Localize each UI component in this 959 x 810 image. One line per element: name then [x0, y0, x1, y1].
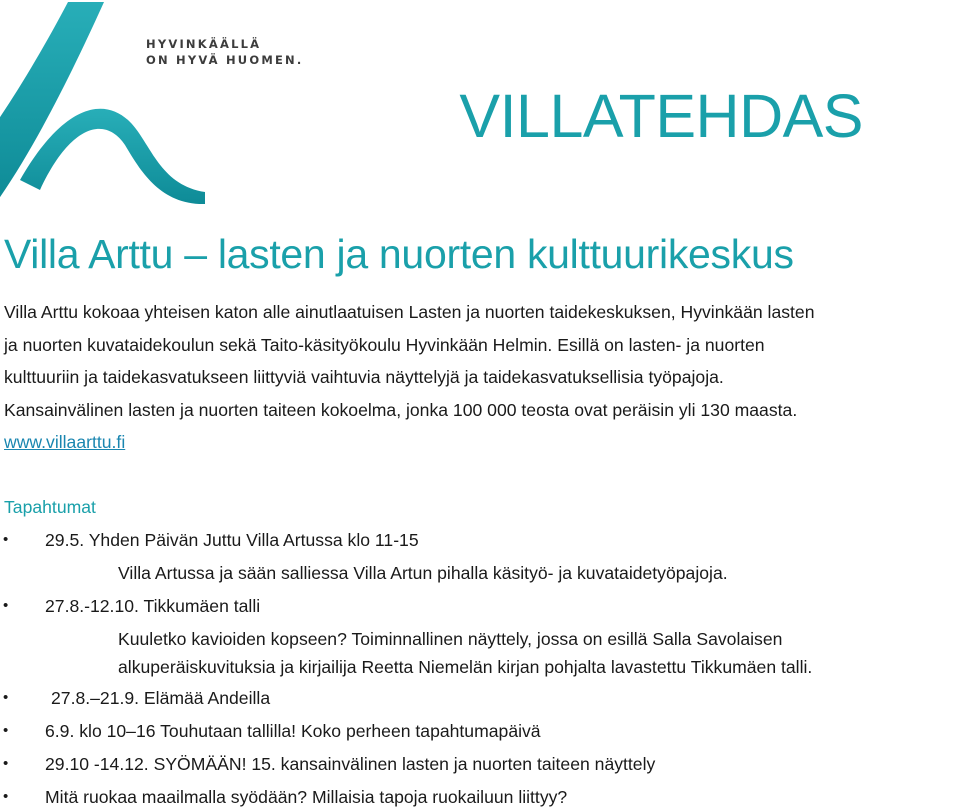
- intro-line: Villa Arttu kokoaa yhteisen katon alle ainutlaatuisen Lasten ja nuorten taidekeskuksen, Hyvinkään lasten: [4, 302, 815, 322]
- logo-stroke-right: [20, 109, 205, 204]
- intro-paragraph: [4, 296, 959, 459]
- bullet-icon: •: [3, 788, 9, 805]
- page-headline: Villa Arttu – lasten ja nuorten kulttuurikeskus: [4, 231, 794, 277]
- slogan-line-1: HYVINKÄÄLLÄ: [146, 37, 262, 51]
- event-title: 6.9. klo 10–16 Touhutaan tallilla! Koko perheen tapahtumapäivä: [45, 721, 541, 741]
- event-title: Mitä ruokaa maailmalla syödään? Millaisia tapoja ruokailuun liittyy?: [45, 787, 568, 807]
- intro-line: kulttuuriin ja taidekasvatukseen liittyviä vaihtuvia näyttelyjä ja taidekasvatuksellisia työpajoja.: [4, 367, 724, 388]
- event-title: 29.10 -14.12. SYÖMÄÄN! 15. kansainvälinen lasten ja nuorten taiteen näyttely: [45, 754, 656, 774]
- slogan-line-2: ON HYVÄ HUOMEN.: [146, 53, 304, 67]
- bullet-icon: •: [3, 597, 9, 614]
- event-title: 27.8.–21.9. Elämää Andeilla: [51, 688, 271, 708]
- bullet-icon: •: [3, 722, 9, 739]
- intro-line: Kansainvälinen lasten ja nuorten taiteen kokoelma, jonka 100 000 teosta ovat peräisin yli 130 maasta.: [4, 399, 798, 420]
- bullet-icon: •: [3, 689, 9, 706]
- bullet-icon: •: [3, 755, 9, 772]
- event-title: 27.8.-12.10. Tikkumäen talli: [45, 596, 261, 616]
- event-description: Villa Artussa ja sään salliessa Villa Artun pihalla käsityö- ja kuvataidetyöpajoja.: [118, 563, 728, 583]
- events-heading: Tapahtumat: [4, 497, 96, 517]
- event-title: 29.5. Yhden Päivän Juttu Villa Artussa klo 11-15: [45, 530, 419, 550]
- bullet-icon: •: [3, 531, 9, 548]
- event-description: alkuperäiskuvituksia ja kirjailija Reetta Niemelän kirjan pohjalta lavastettu Tikkumäen talli.: [118, 657, 813, 677]
- event-description: Kuuletko kavioiden kopseen? Toiminnallinen näyttely, jossa on esillä Salla Savolaisen: [118, 629, 783, 649]
- city-logo: [0, 0, 215, 215]
- logo-slogan: [146, 36, 303, 68]
- brand-title: VILLATEHDAS: [459, 82, 863, 150]
- intro-line: ja nuorten kuvataidekoulun sekä Taito-käsityökoulu Hyvinkään Helmin. Esillä on lasten- ja nuorten: [4, 334, 765, 355]
- website-link[interactable]: www.villaarttu.fi: [4, 432, 126, 453]
- logo-stroke-left: [0, 2, 104, 200]
